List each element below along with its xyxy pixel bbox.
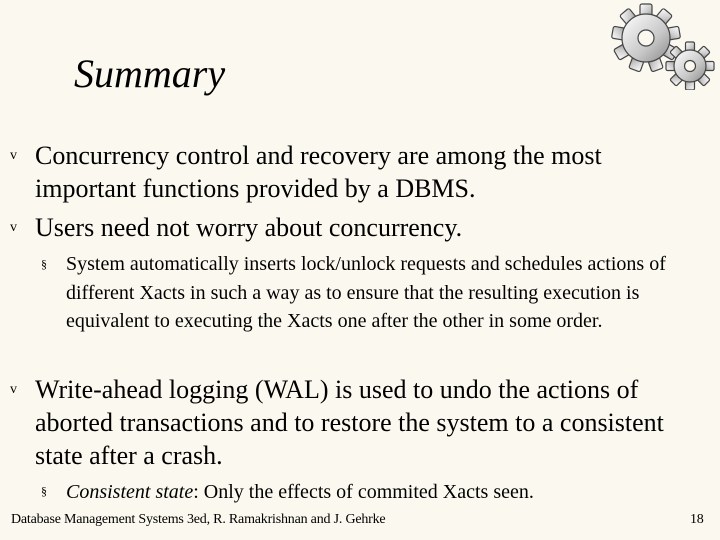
page-number: 18: [690, 512, 704, 527]
bullet-marker-icon: v: [10, 148, 17, 163]
gears-icon: [600, 2, 718, 90]
bullet-marker-icon: v: [10, 382, 17, 397]
bullet-text: Users need not worry about concurrency.: [35, 213, 463, 242]
bullet-text: Write-ahead logging (WAL) is used to undo the actions of aborted transactions and to restore the system to a consistent state after a crash.: [35, 375, 664, 470]
bullet-marker-icon: v: [10, 220, 17, 235]
bullet-text: Concurrency control and recovery are among the most important functions provided by a DBMS.: [35, 141, 602, 203]
term-rest: : Only the effects of commited Xacts seen.: [193, 481, 534, 503]
sub-bullet-marker-icon: §: [41, 484, 47, 498]
sub-bullet-text: [66, 478, 696, 507]
slide-title: Summary: [74, 51, 226, 96]
footer-text: Database Management Systems 3ed, R. Ramakrishnan and J. Gehrke: [11, 512, 386, 527]
term-italic: Consistent state: [66, 481, 194, 503]
sub-bullet-text: System automatically inserts lock/unlock requests and schedules actions of different Xacts in such a way as to ensure that the resulting execution is equivalent to executing the Xacts one after the other in some order.: [66, 253, 666, 332]
sub-bullet-marker-icon: §: [41, 257, 47, 271]
